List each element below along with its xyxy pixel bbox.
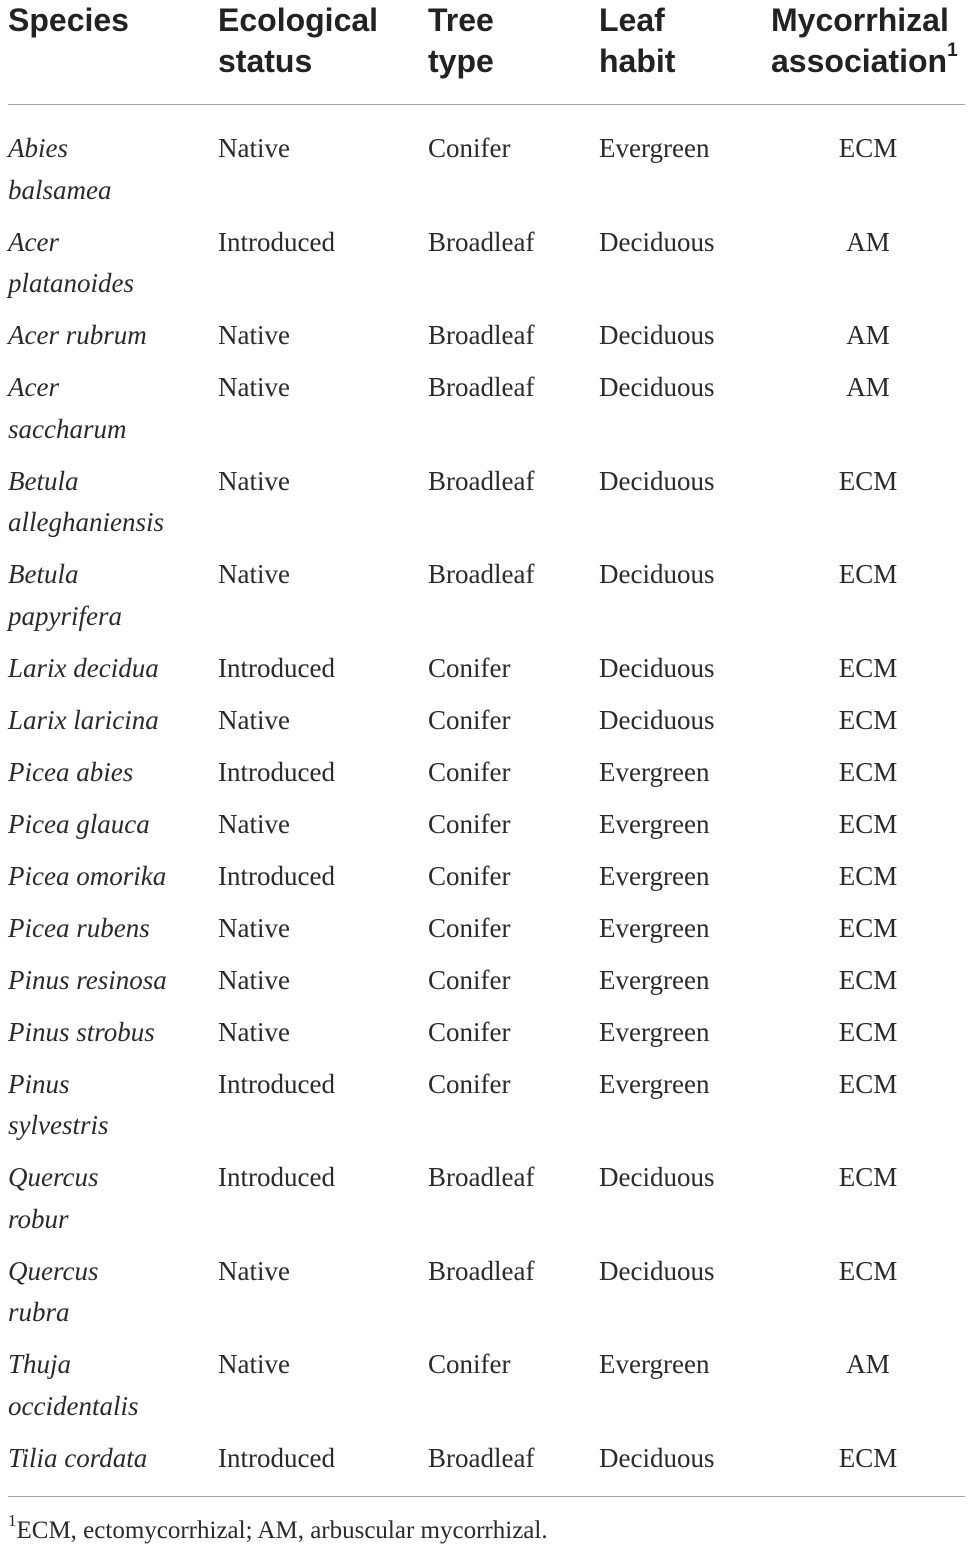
tree-type-cell: Conifer (428, 704, 511, 735)
species-cell (8, 128, 218, 222)
species-name-line1: Thuja (8, 1349, 72, 1379)
mycorrhizal-association-cell: AM (846, 372, 890, 402)
leaf-habit-cell: Evergreen (599, 133, 710, 163)
mycorrhizal-association-cell: ECM (838, 860, 898, 891)
species-name-line1: Acer rubrum (8, 320, 147, 350)
table-row (8, 648, 965, 700)
species-cell (8, 700, 218, 752)
mycorrhizal-association-cell: ECM (838, 756, 898, 787)
species-name-line1: Acer (8, 372, 59, 402)
header-leaf-habit-line2: habit (599, 43, 676, 79)
ecological-status-cell: Introduced (218, 652, 335, 683)
table-row (8, 960, 965, 1012)
spacer-row (8, 105, 965, 129)
ecological-status-cell: Native (218, 320, 290, 350)
header-species (8, 0, 218, 105)
species-name-line2: saccharum (8, 413, 127, 444)
ecological-status-cell: Native (218, 912, 290, 943)
tree-type-cell: Conifer (428, 860, 511, 891)
tree-type-cell: Broadleaf (428, 226, 535, 257)
species-name-line1: Picea omorika (8, 860, 167, 891)
mycorrhizal-association-cell: ECM (838, 559, 898, 589)
species-cell (8, 315, 218, 367)
table-row (8, 222, 965, 316)
leaf-habit-cell: Deciduous (599, 226, 715, 257)
header-ecological-status (218, 0, 428, 105)
footnote-reference-mark: 1 (947, 40, 958, 62)
species-cell (8, 648, 218, 700)
tree-type-cell: Conifer (428, 1016, 511, 1047)
tree-type-cell: Conifer (428, 133, 511, 163)
leaf-habit-cell: Evergreen (599, 1068, 710, 1099)
species-cell (8, 367, 218, 461)
tree-type-cell: Conifer (428, 912, 511, 943)
mycorrhizal-association-cell: ECM (838, 912, 898, 943)
header-row (8, 0, 965, 105)
header-mycorrhizal-line2: association (771, 43, 948, 79)
header-tree-type-line2: type (428, 43, 494, 79)
tree-type-cell: Broadleaf (428, 320, 535, 350)
leaf-habit-cell: Evergreen (599, 808, 710, 839)
species-name-line1: Picea glauca (8, 808, 150, 839)
header-ecological-status-line2: status (218, 43, 313, 79)
table-footnote (8, 1510, 548, 1548)
species-cell (8, 1064, 218, 1158)
species-name-line1: Pinus (8, 1068, 70, 1099)
leaf-habit-cell: Deciduous (599, 559, 715, 589)
table-row (8, 1157, 965, 1251)
species-name-line1: Larix decidua (8, 652, 159, 683)
species-cell (8, 1438, 218, 1490)
species-name-line1: Acer (8, 226, 59, 257)
species-name-line1: Picea abies (8, 756, 134, 787)
mycorrhizal-association-cell: ECM (838, 1068, 898, 1099)
ecological-status-cell: Native (218, 704, 290, 735)
tree-type-cell: Conifer (428, 1349, 511, 1379)
species-cell (8, 856, 218, 908)
table-body (8, 105, 965, 1490)
species-name-line1: Abies (8, 133, 68, 163)
leaf-habit-cell: Evergreen (599, 756, 710, 787)
header-ecological-status-line1: Ecological (218, 2, 379, 38)
tree-type-cell: Conifer (428, 808, 511, 839)
species-cell (8, 804, 218, 856)
header-mycorrhizal-line1: Mycorrhizal (771, 2, 949, 38)
species-cell (8, 908, 218, 960)
header-tree-type-line1: Tree (428, 2, 494, 38)
species-name-line1: Pinus resinosa (8, 964, 167, 995)
footnote-text: ECM, ectomycorrhizal; AM, arbuscular mycorrhizal. (16, 1517, 548, 1544)
mycorrhizal-association-cell: ECM (838, 465, 898, 496)
species-name-line1: Pinus strobus (8, 1016, 155, 1047)
species-cell (8, 960, 218, 1012)
table-row (8, 1344, 965, 1438)
table-row (8, 461, 965, 555)
leaf-habit-cell: Evergreen (599, 1016, 710, 1047)
species-name-line2: balsamea (8, 174, 112, 205)
table-row (8, 367, 965, 461)
header-mycorrhizal-association (771, 0, 965, 105)
ecological-status-cell: Native (218, 465, 290, 496)
species-cell (8, 752, 218, 804)
tree-type-cell: Broadleaf (428, 372, 535, 402)
tree-type-cell: Broadleaf (428, 1442, 535, 1473)
mycorrhizal-association-cell: ECM (838, 964, 898, 995)
table-row (8, 128, 965, 222)
species-cell (8, 222, 218, 316)
mycorrhizal-association-cell: ECM (838, 1255, 898, 1286)
table-row (8, 1012, 965, 1064)
species-name-line2: sylvestris (8, 1110, 109, 1140)
leaf-habit-cell: Deciduous (599, 652, 715, 683)
header-species-label: Species (8, 2, 129, 38)
table-row (8, 1064, 965, 1158)
species-name-line2: papyrifera (8, 600, 122, 631)
table-row (8, 554, 965, 648)
ecological-status-cell: Native (218, 372, 290, 402)
species-cell (8, 1157, 218, 1251)
table-row (8, 1438, 965, 1490)
species-cell (8, 554, 218, 648)
ecological-status-cell: Native (218, 1349, 290, 1379)
spacer-cell (8, 105, 218, 129)
table-row (8, 856, 965, 908)
species-name-line2: platanoides (8, 268, 134, 298)
leaf-habit-cell: Deciduous (599, 320, 715, 350)
species-cell (8, 1012, 218, 1064)
table-row (8, 700, 965, 752)
leaf-habit-cell: Evergreen (599, 964, 710, 995)
species-table (8, 0, 965, 1490)
tree-type-cell: Conifer (428, 756, 511, 787)
leaf-habit-cell: Deciduous (599, 1255, 715, 1286)
ecological-status-cell: Introduced (218, 756, 335, 787)
leaf-habit-cell: Deciduous (599, 704, 715, 735)
leaf-habit-cell: Evergreen (599, 912, 710, 943)
species-cell (8, 461, 218, 555)
mycorrhizal-association-cell: AM (846, 226, 890, 257)
tree-type-cell: Broadleaf (428, 559, 535, 589)
header-mycorrhizal-line2-wrap (771, 41, 965, 82)
spacer-cell (599, 105, 771, 129)
ecological-status-cell: Native (218, 964, 290, 995)
tree-type-cell: Broadleaf (428, 1162, 535, 1192)
footnote-mark: 1 (8, 1510, 17, 1530)
table-bottom-rule (8, 1496, 965, 1497)
species-name-line1: Betula (8, 559, 79, 589)
leaf-habit-cell: Deciduous (599, 465, 715, 496)
ecological-status-cell: Introduced (218, 1068, 335, 1099)
table-row (8, 752, 965, 804)
tree-type-cell: Conifer (428, 964, 511, 995)
species-name-line1: Quercus (8, 1162, 99, 1192)
spacer-cell (771, 105, 965, 129)
species-name-line1: Picea rubens (8, 912, 150, 943)
ecological-status-cell: Introduced (218, 1442, 335, 1473)
tree-type-cell: Broadleaf (428, 465, 535, 496)
spacer-cell (428, 105, 599, 129)
mycorrhizal-association-cell: ECM (838, 1442, 898, 1473)
header-leaf-habit (599, 0, 771, 105)
mycorrhizal-association-cell: ECM (838, 1016, 898, 1047)
species-name-line1: Betula (8, 465, 79, 496)
species-name-line1: Larix laricina (8, 704, 159, 735)
mycorrhizal-association-cell: AM (846, 320, 890, 350)
mycorrhizal-association-cell: ECM (838, 652, 898, 683)
header-tree-type (428, 0, 599, 105)
table-header (8, 0, 965, 105)
ecological-status-cell: Introduced (218, 226, 335, 257)
species-name-line2: rubra (8, 1297, 70, 1327)
table-row (8, 315, 965, 367)
ecological-status-cell: Native (218, 1255, 290, 1286)
species-name-line2: alleghaniensis (8, 507, 164, 537)
species-name-line1: Quercus (8, 1255, 99, 1286)
ecological-status-cell: Introduced (218, 1162, 335, 1192)
mycorrhizal-association-cell: ECM (838, 808, 898, 839)
table-row (8, 804, 965, 856)
species-cell (8, 1251, 218, 1345)
leaf-habit-cell: Evergreen (599, 860, 710, 891)
leaf-habit-cell: Deciduous (599, 372, 715, 402)
tree-type-cell: Conifer (428, 652, 511, 683)
species-name-line2: robur (8, 1203, 69, 1234)
ecological-status-cell: Introduced (218, 860, 335, 891)
ecological-status-cell: Native (218, 1016, 290, 1047)
species-name-line2: occidentalis (8, 1390, 139, 1421)
table-row (8, 908, 965, 960)
leaf-habit-cell: Deciduous (599, 1442, 715, 1473)
leaf-habit-cell: Deciduous (599, 1162, 715, 1192)
mycorrhizal-association-cell: ECM (838, 1162, 898, 1192)
ecological-status-cell: Native (218, 559, 290, 589)
mycorrhizal-association-cell: AM (846, 1349, 890, 1379)
tree-type-cell: Conifer (428, 1068, 511, 1099)
species-name-line1: Tilia cordata (8, 1442, 148, 1473)
tree-type-cell: Broadleaf (428, 1255, 535, 1286)
mycorrhizal-association-cell: ECM (838, 704, 898, 735)
species-cell (8, 1344, 218, 1438)
mycorrhizal-association-cell: ECM (838, 133, 898, 163)
leaf-habit-cell: Evergreen (599, 1349, 710, 1379)
spacer-cell (218, 105, 428, 129)
table-row (8, 1251, 965, 1345)
ecological-status-cell: Native (218, 808, 290, 839)
header-leaf-habit-line1: Leaf (599, 2, 665, 38)
ecological-status-cell: Native (218, 133, 290, 163)
